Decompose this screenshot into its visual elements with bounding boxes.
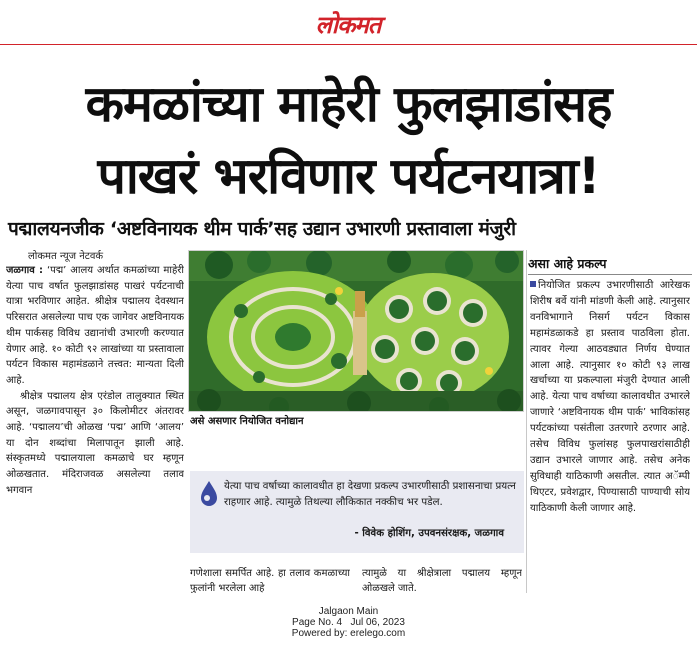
pull-quote-text: येत्या पाच वर्षाच्या कालावधीत हा देखणा प्रकल्प उभारणीसाठी प्रशासनाचा प्रयत्न राहणार आहे. त्यामुळे तिथल्या लौकिकात नक्कीच भर पडेल.	[224, 481, 516, 508]
footer-edition: Jalgaon Main	[318, 606, 379, 617]
byline: लोकमत न्यूज नेटवर्क	[28, 251, 104, 262]
sidebar-title: असा आहे प्रकल्प	[528, 256, 607, 271]
article-column-3: गणेशाला समर्पित आहे. हा तलाव कमळाच्या फुलांनी भरलेला आहे	[190, 568, 350, 593]
footer-page: Page No. 4	[292, 617, 343, 628]
dateline: जळगाव :	[6, 265, 44, 276]
park-illustration	[189, 251, 524, 412]
headline-line-2: पाखरं भरविणार पर्यटनयात्रा!	[97, 147, 600, 205]
newspaper-logo[interactable]: लोकमत	[315, 10, 381, 39]
page-footer	[0, 606, 697, 639]
quote-mark-icon	[198, 479, 220, 507]
footer-date: Jul 06, 2023	[350, 617, 405, 628]
masthead-rule	[0, 44, 697, 45]
sidebar-body: नियोजित प्रकल्प उभारणीसाठी आरेखक शिरीष बर्वे यांनी मांडणी केली आहे. त्यानुसार वनविभागाने निसर्ग पर्यटन विकास महामंडळाकडे हा प्रस्ताव पाठविला होता. त्यावर गेल्या आठवड्यात निर्णय घेण्यात आला आहे. त्यानुसार १० कोटी ९३ लाख खर्चाच्या या प्रकल्पाला मंजुरी देण्यात आली आहे. येत्या पाच वर्षाच्या कालावधीत उभारले जाणारे ‘अष्टविनायक थीम पार्क’ भाविकांसह पर्यटकांच्या पसंतीला उतरणारे ठरणार आहे. तसेच विविध फुलांसह फुलपाखरांसाठीही उद्यान उभारले जाणार आहे. तसेच अनेक सुविधाही याठिकाणी असतील. त्यात अॅम्पी थिएटर, प्रवेशद्वार, पिण्यासाठी पाण्याची सोय याठिकाणी केली जाणार आहे.	[530, 280, 690, 514]
headline-line-1: कमळांच्या माहेरी फुलझाडांसह	[85, 75, 612, 133]
footer-page-date	[0, 617, 697, 628]
photo-caption: असे असणार नियोजित वनोद्यान	[190, 416, 304, 427]
article-paragraph-2: श्रीक्षेत्र पद्मालय क्षेत्र एरंडोल तालुक्यात स्थित असून, जळगावपासून ३० किलोमीटर अंतरावर आहे. ‘पद्मालय’ची ओळख ‘पद्म’ आणि ‘आलय’ या दोन शब्दांचा मिलापातून झाली आहे. संस्कृतमध्ये पद्मालयाला कमळाचे घर म्हणून ओळखतात. मंदिराजवळ असलेल्या तलाव भगवान	[6, 390, 184, 496]
pull-quote	[190, 471, 524, 553]
masthead	[0, 0, 697, 44]
pull-quote-attribution: - विवेक होशिंग, उपवनसंरक्षक, जळगाव	[354, 528, 504, 539]
bullet-square-icon	[530, 281, 536, 287]
footer-powered[interactable]: Powered by: erelego.com	[291, 628, 406, 639]
column-divider	[526, 250, 527, 593]
article-column-4: त्यामुळे या श्रीक्षेत्राला पद्मालय म्हणून ओळखले जाते.	[362, 568, 522, 593]
sidebar-rule	[528, 274, 692, 275]
subheadline: पद्मालयनजीक ‘अष्टविनायक थीम पार्क’सह उद्यान उभारणी प्रस्तावाला मंजुरी	[8, 218, 516, 240]
sidebar-column	[530, 278, 690, 593]
article-paragraph-1	[6, 263, 184, 389]
park-rendering-image[interactable]	[188, 250, 524, 412]
article-column-1	[6, 263, 184, 593]
article-paragraph-1-text: ‘पद्म’ आलय अर्थात कमळांच्या माहेरी येत्या पाच वर्षात फुलझाडांसह पाखरं पर्यटनाची यात्रा भरविणार आहेत. श्रीक्षेत्र पद्मालय देवस्थान परिसरात असलेल्या पाच एक जागेवर अष्टविनायक थीम पार्कसह विविध उद्यानांची उभारणी करण्यात येणार आहे. १० कोटी ९२ लाखांच्या या प्रस्तावाला पर्यटन विकास महामंडळाने तत्त्वत: मान्यता दिली आहे.	[6, 265, 184, 386]
